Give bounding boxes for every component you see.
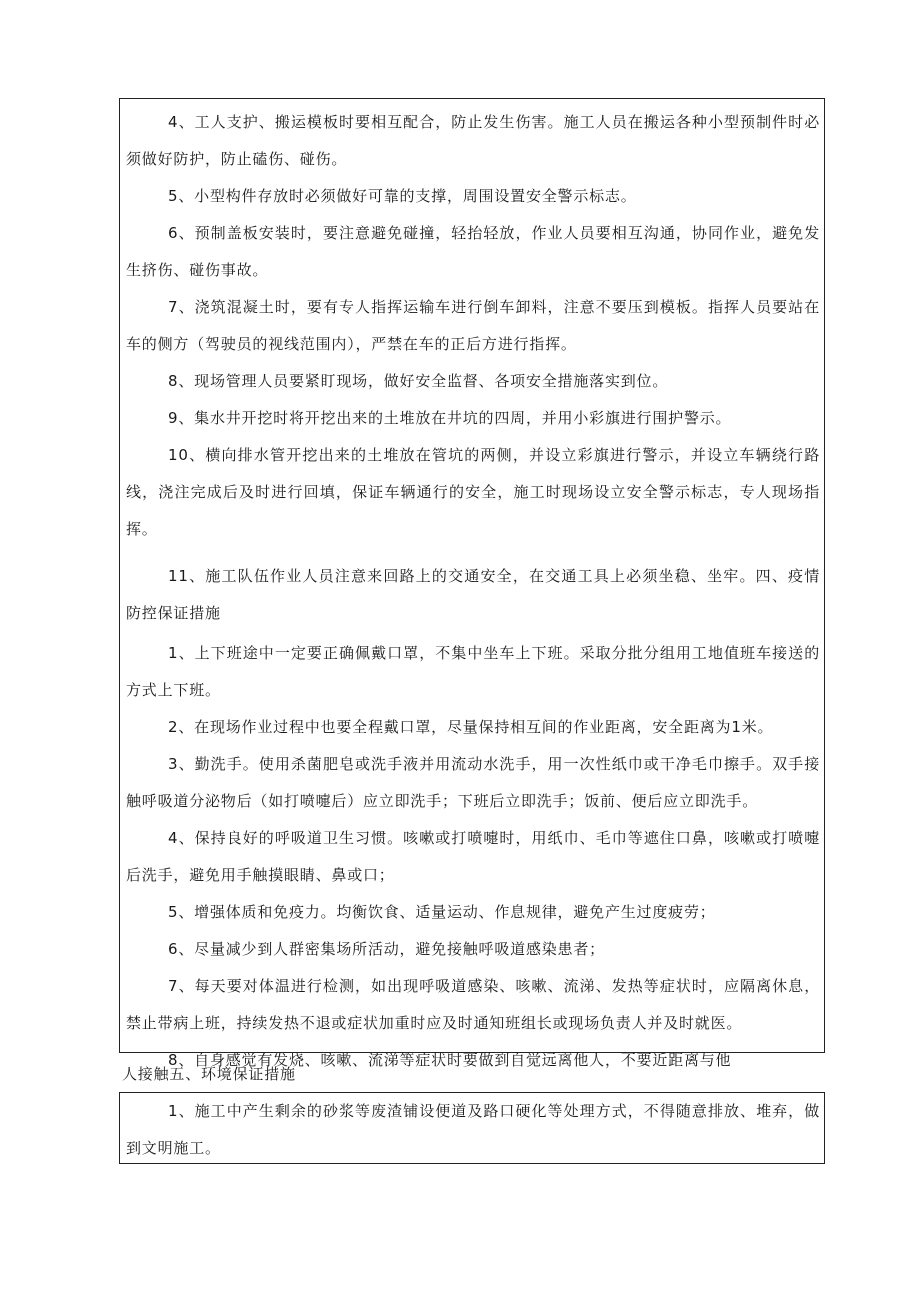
paragraph-item-5-storage: 5、小型构件存放时必须做好可靠的支撑，周围设置安全警示标志。: [168, 187, 637, 205]
paragraph-item-6-installation: 6、预制盖板安装时，要注意避免碰撞，轻抬轻放，作业人员要相互沟通，协同作业，避免发生挤伤、碰伤事故。: [126, 224, 820, 279]
paragraph-epidemic-6-crowds: 6、尽量减少到人群密集场所活动，避免接触呼吸道感染患者；: [168, 940, 605, 958]
paragraph-epidemic-5-immunity: 5、增强体质和免疫力。均衡饮食、适量运动、作息规律，避免产生过度疲劳；: [168, 903, 716, 921]
paragraph-epidemic-8-symptoms: 8、自身感觉有发烧、咳嗽、流涕等症状时要做到自觉远离他人，不要近距离与他: [168, 1051, 732, 1069]
paragraph-item-9-sump: 9、集水井开挖时将开挖出来的土堆放在井坑的四周，并用小彩旗进行围护警示。: [168, 409, 732, 427]
paragraph-env-1-waste: 1、施工中产生剩余的砂浆等废渣铺设便道及路口硬化等处理方式，不得随意排放、堆弃，做到文明施工。: [126, 1102, 820, 1157]
environment-content-box: [119, 1092, 825, 1164]
section-heading-environment: 人接触五、环境保证措施: [122, 1065, 296, 1083]
paragraph-item-4-support: 4、工人支护、搬运模板时要相互配合，防止发生伤害。施工人员在搬运各种小型预制件时必须做好防护，防止磕伤、碰伤。: [126, 113, 820, 168]
paragraph-item-8-supervision: 8、现场管理人员要紧盯现场，做好安全监督、各项安全措施落实到位。: [168, 372, 669, 390]
paragraph-epidemic-1-mask: 1、上下班途中一定要正确佩戴口罩，不集中坐车上下班。采取分批分组用工地值班车接送的方式上下班。: [126, 644, 820, 699]
paragraph-item-7-concrete: 7、浇筑混凝土时，要有专人指挥运输车进行倒车卸料，注意不要压到模板。指挥人员要站在车的侧方（驾驶员的视线范围内），严禁在车的正后方进行指挥。: [126, 298, 820, 353]
paragraph-item-11-traffic: 11、施工队伍作业人员注意来回路上的交通安全，在交通工具上必须坐稳、坐牢。四、疫情防控保证措施: [126, 567, 820, 622]
paragraph-epidemic-4-hygiene: 4、保持良好的呼吸道卫生习惯。咳嗽或打喷嚏时，用纸巾、毛巾等遮住口鼻，咳嗽或打喷嚏后洗手，避免用手触摸眼睛、鼻或口；: [126, 829, 820, 884]
paragraph-epidemic-3-handwash: 3、勤洗手。使用杀菌肥皂或洗手液并用流动水洗手，用一次性纸巾或干净毛巾擦手。双手接触呼吸道分泌物后（如打喷嚏后）应立即洗手；下班后立即洗手；饭前、便后应立即洗手。: [126, 755, 820, 810]
paragraph-item-10-drainage: 10、横向排水管开挖出来的土堆放在管坑的两侧，并设立彩旗进行警示，并设立车辆绕行路线，浇注完成后及时进行回填，保证车辆通行的安全，施工时现场设立安全警示标志，专人现场指挥。: [126, 446, 820, 538]
main-content-box: [119, 98, 825, 1069]
paragraph-epidemic-7-temperature: 7、每天要对体温进行检测，如出现呼吸道感染、咳嗽、流涕、发热等症状时，应隔离休息，禁止带病上班，持续发热不退或症状加重时应及时通知班组长或现场负责人并及时就医。: [126, 977, 820, 1032]
paragraph-epidemic-2-distance: 2、在现场作业过程中也要全程戴口罩，尽量保持相互间的作业距离，安全距离为1米。: [168, 718, 774, 736]
